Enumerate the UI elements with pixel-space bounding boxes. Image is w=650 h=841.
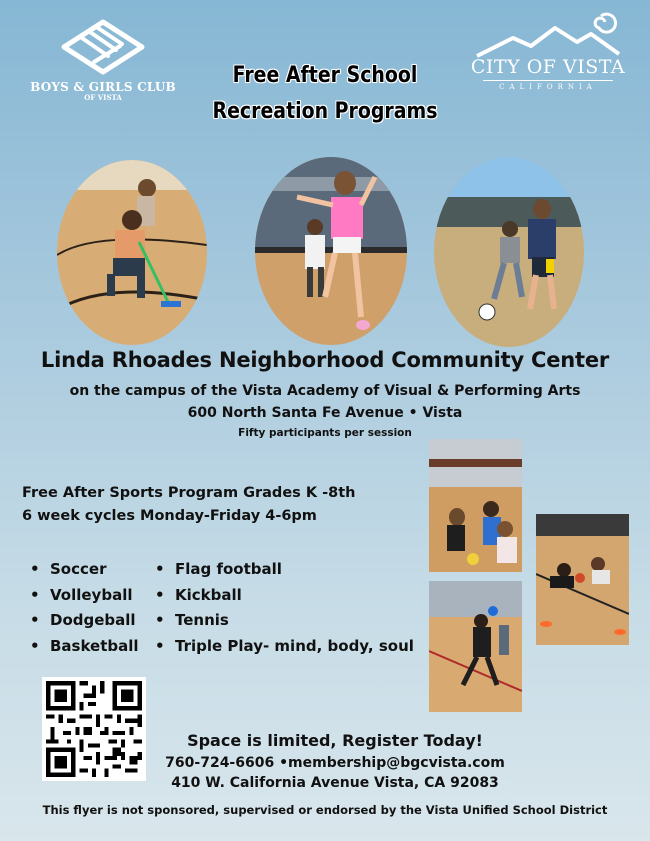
sport-item: • Tennis xyxy=(155,608,414,634)
qr-code-icon xyxy=(42,677,146,781)
sport-item: • Basketball xyxy=(30,634,139,660)
bgc-name: BOYS & GIRLS CLUB xyxy=(30,80,176,94)
bgc-logo xyxy=(28,18,178,102)
program-schedule: 6 week cycles Monday-Friday 4-6pm xyxy=(22,508,317,524)
city-sub: CALIFORNIA xyxy=(499,83,597,91)
qr-code[interactable] xyxy=(42,677,146,781)
hockey-photo xyxy=(57,160,207,345)
sports-list-left xyxy=(30,557,139,659)
sport-item: • Flag football xyxy=(155,557,414,583)
running-girl-photo xyxy=(255,157,407,345)
headline xyxy=(200,58,449,130)
program-details xyxy=(22,482,355,528)
city-of-vista-logo xyxy=(468,12,628,91)
sport-item: • Triple Play- mind, body, soul xyxy=(155,634,414,660)
sport-item: • Volleyball xyxy=(30,583,139,609)
stretch-photo xyxy=(536,514,629,645)
city-name: CITY OF VISTA xyxy=(470,56,626,78)
bgc-hands-icon xyxy=(60,18,146,76)
headline-line-2: Recreation Programs xyxy=(212,99,438,124)
sport-item: • Kickball xyxy=(155,583,414,609)
capacity-note: Fifty participants per session xyxy=(238,427,412,439)
group-ball-photo xyxy=(429,439,522,572)
mailing-address: 410 W. California Avenue Vista, CA 92083 xyxy=(171,775,499,791)
disclaimer: This flyer is not sponsored, supervised or endorsed by the Vista Unified School District xyxy=(42,803,608,817)
phone-email: 760-724-6606 •membership@bgcvista.com xyxy=(165,755,505,771)
sports-list-right xyxy=(155,557,414,659)
logo-rule xyxy=(483,80,613,81)
contact-info xyxy=(160,753,510,793)
sport-item: • Soccer xyxy=(30,557,139,583)
campus-line: on the campus of the Vista Academy of Visual & Performing Arts xyxy=(69,383,581,399)
dribble-photo xyxy=(429,581,522,712)
center-address: 600 North Santa Fe Avenue • Vista xyxy=(187,405,463,421)
headline-line-1: Free After School xyxy=(232,63,418,88)
bgc-sub: OF VISTA xyxy=(84,93,122,102)
center-name: Linda Rhoades Neighborhood Community Center xyxy=(40,348,610,372)
sport-item: • Dodgeball xyxy=(30,608,139,634)
mountain-swirl-icon xyxy=(473,12,623,60)
register-cta: Space is limited, Register Today! xyxy=(187,731,483,750)
soccer-photo xyxy=(434,157,584,347)
program-grades: Free After Sports Program Grades K -8th xyxy=(22,485,356,501)
